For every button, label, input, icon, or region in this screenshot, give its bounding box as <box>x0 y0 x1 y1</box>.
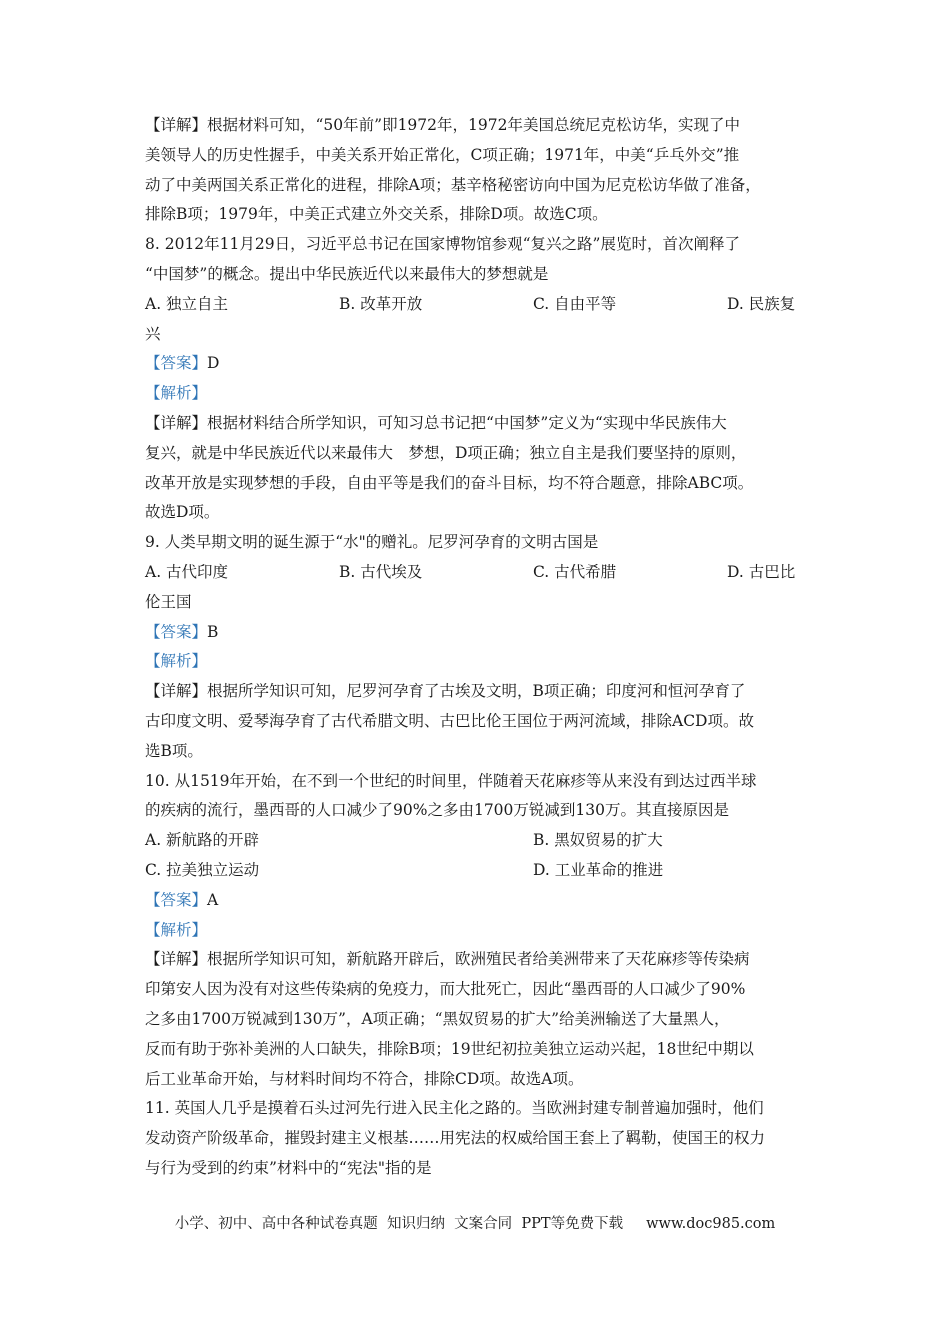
answer-label: 【答案】 <box>145 354 208 373</box>
options-row <box>145 558 815 588</box>
options-row <box>145 826 815 856</box>
answer-label: 【答案】 <box>145 622 208 641</box>
detail-line: 【详解】根据所学知识可知，新航路开辟后，欧洲殖民者给美洲带来了天花麻疹等传染病 <box>145 950 750 969</box>
detail-line: 【详解】根据材料可知，“50年前”即1972年，1972年美国总统尼克松访华，实现了中 <box>145 116 740 134</box>
detail-line: 排除B项；1979年，中美正式建立外交关系，排除D项。故选C项。 <box>145 205 608 224</box>
option-a: A. 独立自主 <box>145 294 229 313</box>
option-wrap: 兴 <box>145 324 161 343</box>
q7-detail <box>145 111 815 230</box>
option-c: C. 古代希腊 <box>533 562 617 581</box>
question-9 <box>145 528 815 766</box>
analysis-label: 【解析】 <box>145 384 208 403</box>
option-c: C. 自由平等 <box>533 294 617 313</box>
answer-line <box>145 618 815 648</box>
detail-line: 改革开放是实现梦想的手段，自由平等是我们的奋斗目标，均不符合题意，排除ABC项。 <box>145 473 754 492</box>
detail-line: 选B项。 <box>145 741 203 760</box>
option-d: D. 民族复 <box>727 294 796 313</box>
option-a: A. 新航路的开辟 <box>145 831 260 850</box>
option-c: C. 拉美独立运动 <box>145 860 260 879</box>
question-stem: 11. 英国人几乎是摸着石头过河先行进入民主化之路的。当欧洲封建专制普遍加强时，他们 <box>145 1099 764 1118</box>
answer-value: A <box>207 890 219 909</box>
document-body <box>145 111 815 1184</box>
option-b: B. 古代埃及 <box>339 562 423 581</box>
detail-line: 之多由1700万锐减到130万”，A项正确；“黑奴贸易的扩大”给美洲输送了大量黑人， <box>145 1009 730 1028</box>
option-d: D. 古巴比 <box>727 562 796 581</box>
detail-line: 反而有助于弥补美洲的人口缺失，排除B项；19世纪初拉美独立运动兴起，18世纪中期以 <box>145 1039 754 1058</box>
question-11 <box>145 1094 815 1183</box>
question-8 <box>145 230 815 528</box>
option-d: D. 工业革命的推进 <box>533 860 664 879</box>
analysis-label: 【解析】 <box>145 652 208 671</box>
option-b: B. 改革开放 <box>339 294 423 313</box>
answer-value: D <box>207 354 220 373</box>
analysis-label: 【解析】 <box>145 920 208 939</box>
question-10 <box>145 767 815 1095</box>
page-footer: 小学、初中、高中各种试卷真题 知识归纳 文案合同 PPT等免费下载 www.doc985.com <box>174 1216 776 1232</box>
question-stem: 的疾病的流行，墨西哥的人口减少了90%之多由1700万锐减到130万。其直接原因是 <box>145 801 729 820</box>
question-stem: 9. 人类早期文明的诞生源于“水"的赠礼。尼罗河孕育的文明古国是 <box>145 533 599 552</box>
answer-value: B <box>207 622 219 641</box>
question-stem: 发动资产阶级革命，摧毁封建主义根基……用宪法的权威给国王套上了羁勒，使国王的权力 <box>145 1129 766 1148</box>
detail-line: 印第安人因为没有对这些传染病的免疫力，而大批死亡，因此“墨西哥的人口减少了90% <box>145 980 746 999</box>
question-stem: “中国梦”的概念。提出中华民族近代以来最伟大的梦想就是 <box>145 264 549 283</box>
detail-line: 美领导人的历史性握手，中美关系开始正常化，C项正确；1971年，中美“乒乓外交”推 <box>145 145 740 164</box>
detail-line: 复兴，就是中华民族近代以来最伟大 梦想，D项正确；独立自主是我们要坚持的原则， <box>145 443 747 462</box>
answer-line <box>145 349 815 379</box>
answer-label: 【答案】 <box>145 890 208 909</box>
detail-line: 【详解】根据材料结合所学知识，可知习总书记把“中国梦”定义为“实现中华民族伟大 <box>145 413 727 432</box>
detail-line: 故选D项。 <box>145 503 220 522</box>
detail-line: 【详解】根据所学知识可知，尼罗河孕育了古埃及文明，B项正确；印度河和恒河孕育了 <box>145 682 746 701</box>
detail-line: 古印度文明、爱琴海孕育了古代希腊文明、古巴比伦王国位于两河流域，排除ACD项。故 <box>145 711 754 730</box>
options-row <box>145 290 815 320</box>
answer-line <box>145 886 815 916</box>
detail-line: 动了中美两国关系正常化的进程，排除A项；基辛格秘密访向中国为尼克松访华做了准备， <box>145 175 761 194</box>
option-b: B. 黑奴贸易的扩大 <box>533 831 663 850</box>
question-stem: 10. 从1519年开始，在不到一个世纪的时间里，伴随着天花麻疹等从来没有到达过西半球 <box>145 771 757 790</box>
option-a: A. 古代印度 <box>145 562 229 581</box>
detail-line: 后工业革命开始，与材料时间均不符合，排除CD项。故选A项。 <box>145 1069 584 1088</box>
question-stem: 与行为受到的约束”材料中的“宪法"指的是 <box>145 1158 432 1177</box>
option-wrap: 伦王国 <box>145 592 192 611</box>
question-stem: 8. 2012年11月29日，习近平总书记在国家博物馆参观“复兴之路”展览时，首次阐释了 <box>145 235 740 254</box>
options-row <box>145 856 815 886</box>
